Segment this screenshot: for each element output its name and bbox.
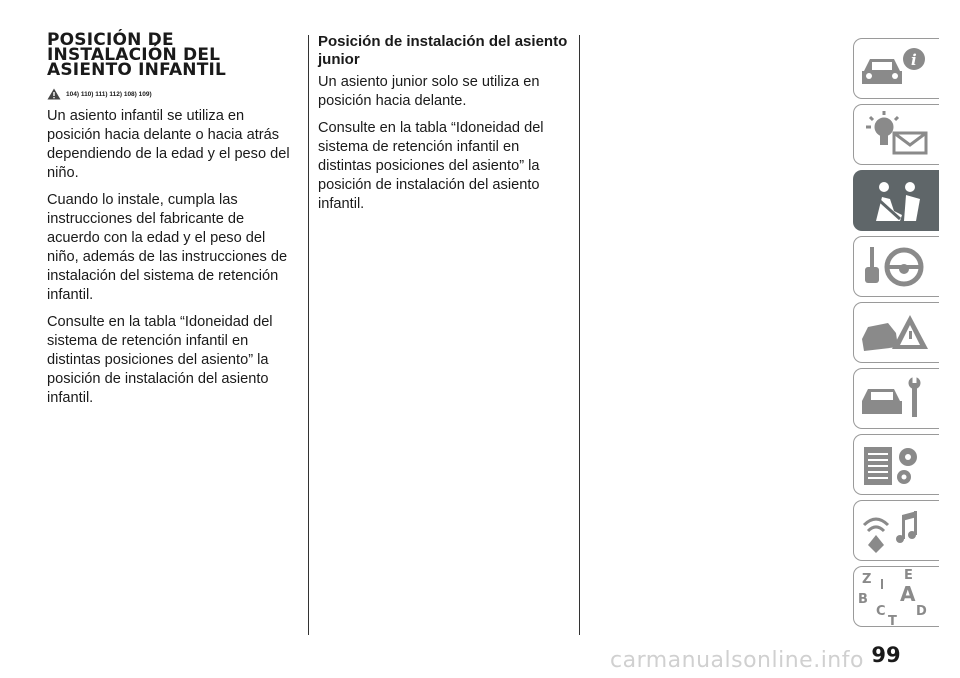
tab-specifications[interactable] xyxy=(853,434,939,495)
index-letters-icon xyxy=(854,567,940,628)
page-number: 99 xyxy=(871,643,901,667)
column-divider xyxy=(579,35,580,635)
svg-text:i: i xyxy=(911,51,917,69)
key-steering-icon xyxy=(854,237,940,298)
paragraph: Cuando lo instale, cumpla las instrucciones del fabricante de acuerdo con la edad y el peso del niño, además de las instrucciones de instalación del sistema de retención infantil. xyxy=(47,192,288,303)
multimedia-icon xyxy=(854,501,940,562)
index-letter: C xyxy=(876,604,886,619)
index-letter: E xyxy=(904,568,913,583)
specs-gear-icon xyxy=(854,435,940,496)
index-letter: A xyxy=(900,582,916,606)
subsection-heading: Posición de instalación del asiento junior xyxy=(318,33,568,68)
reference-numbers: 104) 110) 111) 112) 108) 109) xyxy=(66,90,152,98)
tab-starting-driving[interactable] xyxy=(853,236,939,297)
tab-warning-lights[interactable] xyxy=(853,104,939,165)
airbag-seatbelt-icon xyxy=(854,171,940,232)
paragraph: Consulte en la tabla “Idoneidad del sistema de retención infantil en distintas posiciones del asiento” la posición de instalación del asiento infantil. xyxy=(47,314,273,406)
car-service-icon xyxy=(854,369,940,430)
chapter-tabs xyxy=(853,38,939,632)
index-letter: T xyxy=(888,614,897,628)
warning-references xyxy=(47,87,299,101)
tab-maintenance[interactable] xyxy=(853,368,939,429)
paragraph: Consulte en la tabla “Idoneidad del sistema de retención infantil en distintas posiciones del asiento” la posición de instalación del asiento infantil. xyxy=(318,120,544,212)
index-letter: D xyxy=(916,604,927,619)
tab-emergency[interactable] xyxy=(853,302,939,363)
paragraph: Un asiento junior solo se utiliza en posición hacia delante. xyxy=(318,74,540,109)
section-title: POSICIÓN DE INSTALACIÓN DEL ASIENTO INFANTIL xyxy=(47,30,227,80)
tab-multimedia[interactable] xyxy=(853,500,939,561)
left-column xyxy=(47,30,299,416)
column-divider xyxy=(308,35,309,635)
warning-lights-icon xyxy=(854,105,940,166)
breakdown-icon xyxy=(854,303,940,364)
index-letter: Z xyxy=(862,572,872,587)
warning-triangle-icon xyxy=(47,88,61,100)
paragraph: Un asiento infantil se utiliza en posición hacia delante o hacia atrás dependiendo de la edad y el peso del niño. xyxy=(47,108,290,181)
tab-car-info[interactable] xyxy=(853,38,939,99)
tab-index[interactable] xyxy=(853,566,939,627)
watermark: carmanualsonline.info xyxy=(610,648,864,673)
right-column xyxy=(318,33,570,222)
index-letter: B xyxy=(858,592,868,607)
tab-safety[interactable] xyxy=(853,170,939,231)
car-info-icon xyxy=(854,39,940,100)
